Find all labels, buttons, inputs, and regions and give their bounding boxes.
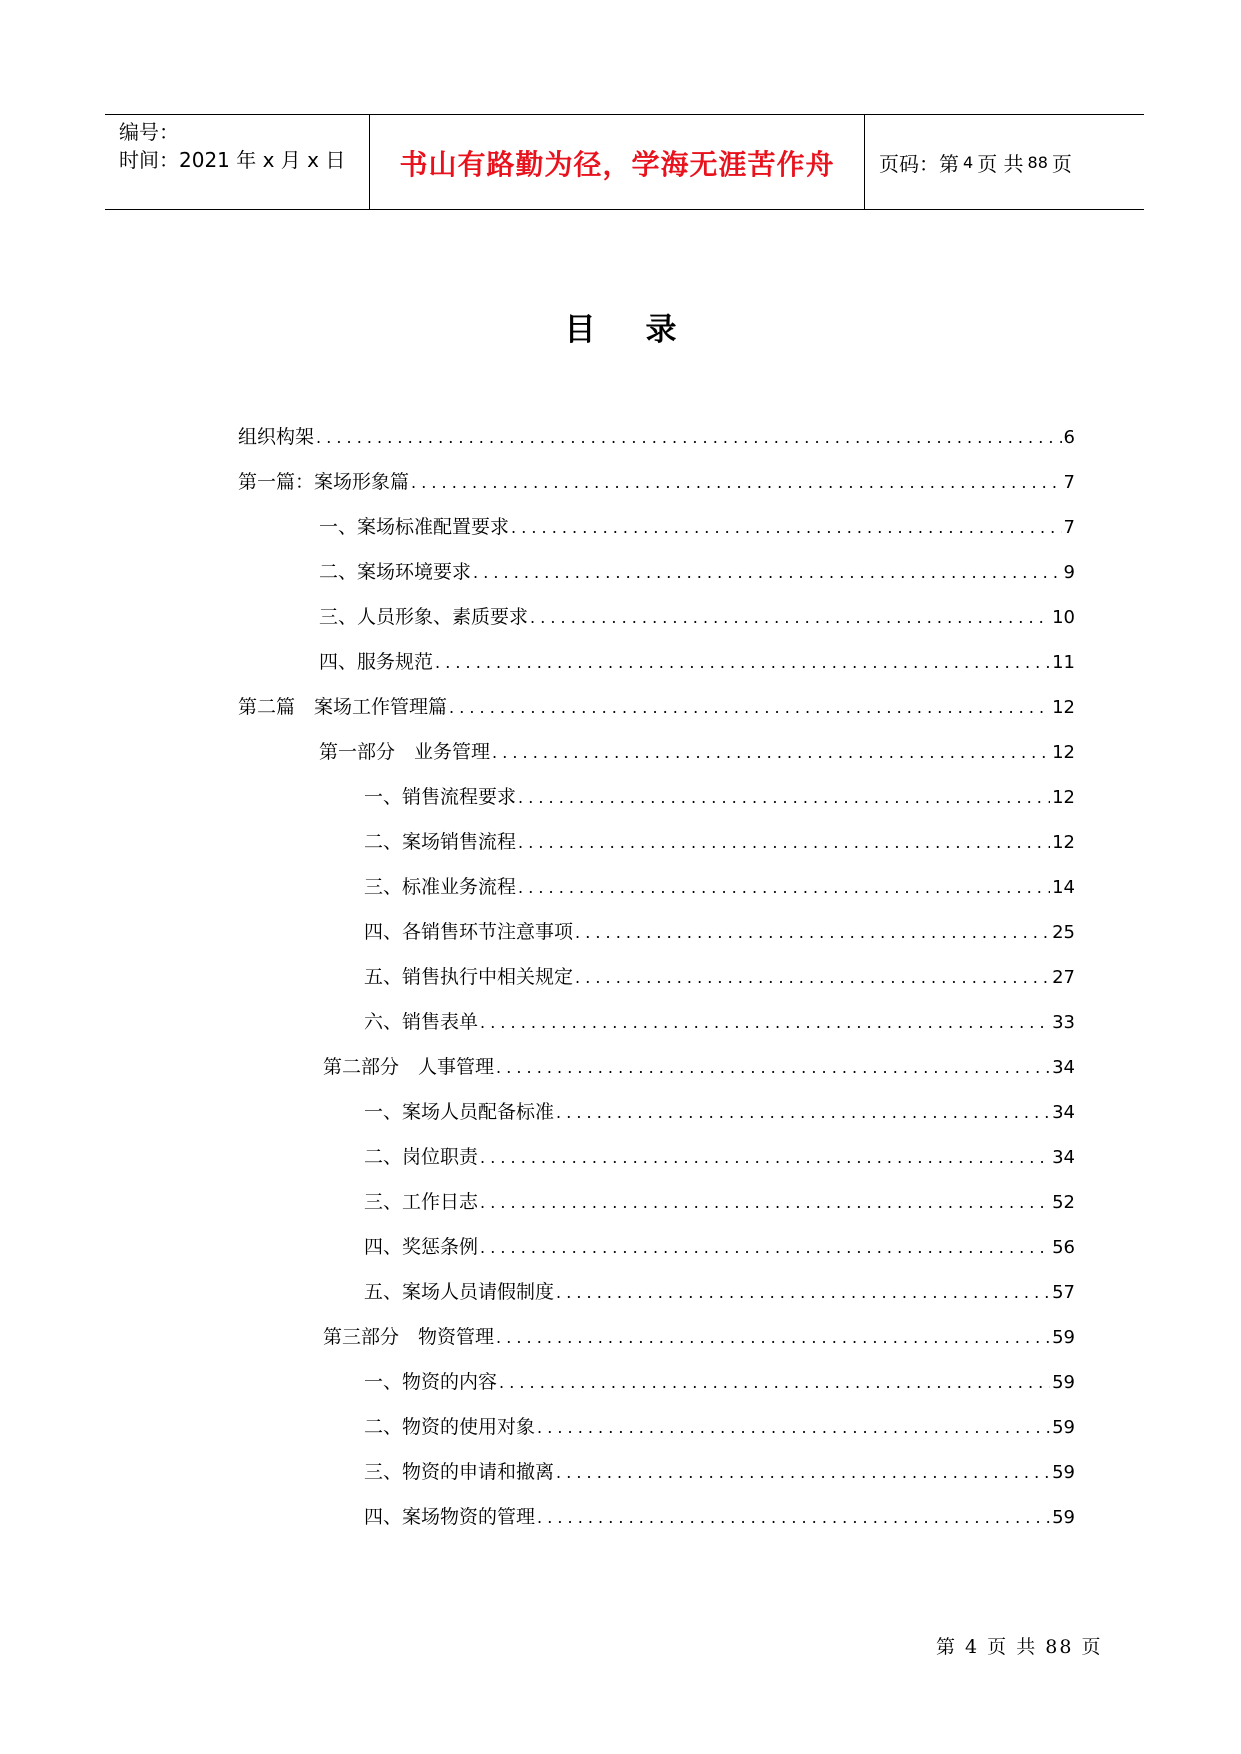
toc-entry-page: 59	[1052, 1372, 1075, 1393]
toc-entry[interactable]	[323, 1322, 1075, 1352]
toc-leader-dots	[511, 513, 1062, 543]
toc-entry-label: 二、岗位职责	[364, 1146, 479, 1168]
toc-entry-page: 7	[1063, 517, 1075, 538]
toc-leader-dots	[575, 918, 1050, 948]
toc-entry[interactable]	[364, 1232, 1075, 1262]
toc-entry-label: 二、物资的使用对象	[364, 1416, 536, 1438]
toc-entry-page: 12	[1052, 697, 1075, 718]
toc-leader-dots	[556, 1098, 1050, 1128]
toc-leader-dots	[537, 1503, 1050, 1533]
toc-leader-dots	[492, 738, 1050, 768]
toc-entry-label: 四、服务规范	[319, 651, 434, 673]
toc-entry-page: 9	[1063, 562, 1075, 583]
header-page-current: 4	[963, 152, 974, 172]
header-page-total: 88	[1027, 152, 1048, 172]
toc-leader-dots	[530, 603, 1050, 633]
toc-entry[interactable]	[238, 692, 1075, 722]
toc-entry-page: 33	[1052, 1012, 1075, 1033]
toc-entry-page: 12	[1052, 832, 1075, 853]
toc-entry-label: 一、案场人员配备标准	[364, 1101, 555, 1123]
toc-entry-label: 五、案场人员请假制度	[364, 1281, 555, 1303]
toc-leader-dots	[556, 1278, 1050, 1308]
toc-entry-page: 12	[1052, 742, 1075, 763]
toc-entry-page: 59	[1052, 1417, 1075, 1438]
toc-entry-page: 25	[1052, 922, 1075, 943]
toc-entry-page: 10	[1052, 607, 1075, 628]
header-page-info	[865, 115, 1144, 209]
toc-entry-page: 6	[1063, 427, 1075, 448]
toc-entry-page: 12	[1052, 787, 1075, 808]
toc-entry-label: 三、工作日志	[364, 1191, 479, 1213]
toc-entry[interactable]	[364, 782, 1075, 812]
toc-leader-dots	[518, 828, 1050, 858]
toc-entry-label: 二、案场环境要求	[319, 561, 472, 583]
toc-entry[interactable]	[364, 1457, 1075, 1487]
toc-entry-label: 组织构架	[238, 426, 315, 448]
header-page-mid: 页 共	[977, 151, 1024, 176]
page-footer: 第 4 页 共 88 页	[936, 1636, 1103, 1658]
toc-entry[interactable]	[364, 872, 1075, 902]
toc-entry-label: 三、标准业务流程	[364, 876, 517, 898]
toc-leader-dots	[518, 873, 1050, 903]
toc-entry[interactable]	[319, 512, 1075, 542]
toc-entry[interactable]	[364, 1412, 1075, 1442]
toc-leader-dots	[449, 693, 1050, 723]
toc-entry[interactable]	[364, 827, 1075, 857]
toc-leader-dots	[480, 1188, 1050, 1218]
toc-leader-dots	[496, 1323, 1050, 1353]
toc-leader-dots	[480, 1233, 1050, 1263]
toc-entry-page: 59	[1052, 1462, 1075, 1483]
toc-entry[interactable]	[364, 1277, 1075, 1307]
toc-entry-page: 27	[1052, 967, 1075, 988]
toc-entry-label: 二、案场销售流程	[364, 831, 517, 853]
toc-entry-label: 三、物资的申请和撤离	[364, 1461, 555, 1483]
toc-entry-label: 六、销售表单	[364, 1011, 479, 1033]
header-page-prefix: 页码：第	[879, 151, 959, 176]
toc-entry-label: 四、案场物资的管理	[364, 1506, 536, 1528]
document-date: 时间：2021 年 x 月 x 日	[119, 148, 346, 172]
toc-leader-dots	[575, 963, 1050, 993]
toc-entry-label: 第二篇 案场工作管理篇	[238, 696, 448, 718]
toc-entry-page: 59	[1052, 1507, 1075, 1528]
header-motto: 书山有路勤为径，学海无涯苦作舟	[399, 148, 835, 181]
toc-entry-page: 52	[1052, 1192, 1075, 1213]
toc-entry-label: 第一篇：案场形象篇	[238, 471, 410, 493]
toc-entry[interactable]	[364, 1367, 1075, 1397]
toc-entry-label: 四、奖惩条例	[364, 1236, 479, 1258]
toc-leader-dots	[411, 468, 1062, 498]
toc-entry[interactable]	[238, 422, 1075, 452]
toc-entry[interactable]	[319, 737, 1075, 767]
toc-entry-page: 59	[1052, 1327, 1075, 1348]
toc-leader-dots	[518, 783, 1050, 813]
toc-title: 目录	[564, 312, 727, 348]
toc-entry[interactable]	[364, 962, 1075, 992]
toc-leader-dots	[499, 1368, 1050, 1398]
toc-leader-dots	[435, 648, 1050, 678]
toc-entry[interactable]	[319, 557, 1075, 587]
toc-entry-label: 第三部分 物资管理	[323, 1326, 495, 1348]
toc-entry[interactable]	[319, 647, 1075, 677]
toc-entry[interactable]	[238, 467, 1075, 497]
toc-entry[interactable]	[364, 1097, 1075, 1127]
toc-entry[interactable]	[323, 1052, 1075, 1082]
toc-entry[interactable]	[364, 1502, 1075, 1532]
toc-leader-dots	[496, 1053, 1050, 1083]
toc-entry-label: 第二部分 人事管理	[323, 1056, 495, 1078]
toc-entry-label: 第一部分 业务管理	[319, 741, 491, 763]
toc-entry-label: 一、案场标准配置要求	[319, 516, 510, 538]
toc-entry-label: 一、销售流程要求	[364, 786, 517, 808]
document-number-label: 编号：	[119, 120, 179, 144]
toc-entry-page: 11	[1052, 652, 1075, 673]
toc-entry[interactable]	[364, 1007, 1075, 1037]
toc-leader-dots	[480, 1143, 1050, 1173]
toc-entry-page: 7	[1063, 472, 1075, 493]
toc-entry-page: 57	[1052, 1282, 1075, 1303]
toc-entry-label: 五、销售执行中相关规定	[364, 966, 574, 988]
toc-entry[interactable]	[364, 1187, 1075, 1217]
toc-entry-page: 34	[1052, 1057, 1075, 1078]
header-page-suffix: 页	[1051, 151, 1072, 176]
toc-entry[interactable]	[364, 1142, 1075, 1172]
toc-entry-label: 一、物资的内容	[364, 1371, 498, 1393]
toc-entry-page: 34	[1052, 1147, 1075, 1168]
toc-leader-dots	[473, 558, 1062, 588]
toc-entry-page: 14	[1052, 877, 1075, 898]
toc-entry[interactable]	[364, 917, 1075, 947]
toc-entry-page: 34	[1052, 1102, 1075, 1123]
toc-leader-dots	[316, 423, 1062, 453]
toc-leader-dots	[480, 1008, 1050, 1038]
toc-entry-label: 三、人员形象、素质要求	[319, 606, 529, 628]
toc-entry-label: 四、各销售环节注意事项	[364, 921, 574, 943]
toc-leader-dots	[537, 1413, 1050, 1443]
header-meta	[105, 115, 369, 209]
toc-entry[interactable]	[319, 602, 1075, 632]
toc-leader-dots	[556, 1458, 1050, 1488]
page-header	[105, 114, 1144, 210]
header-motto-cell	[369, 115, 865, 209]
toc-entry-page: 56	[1052, 1237, 1075, 1258]
